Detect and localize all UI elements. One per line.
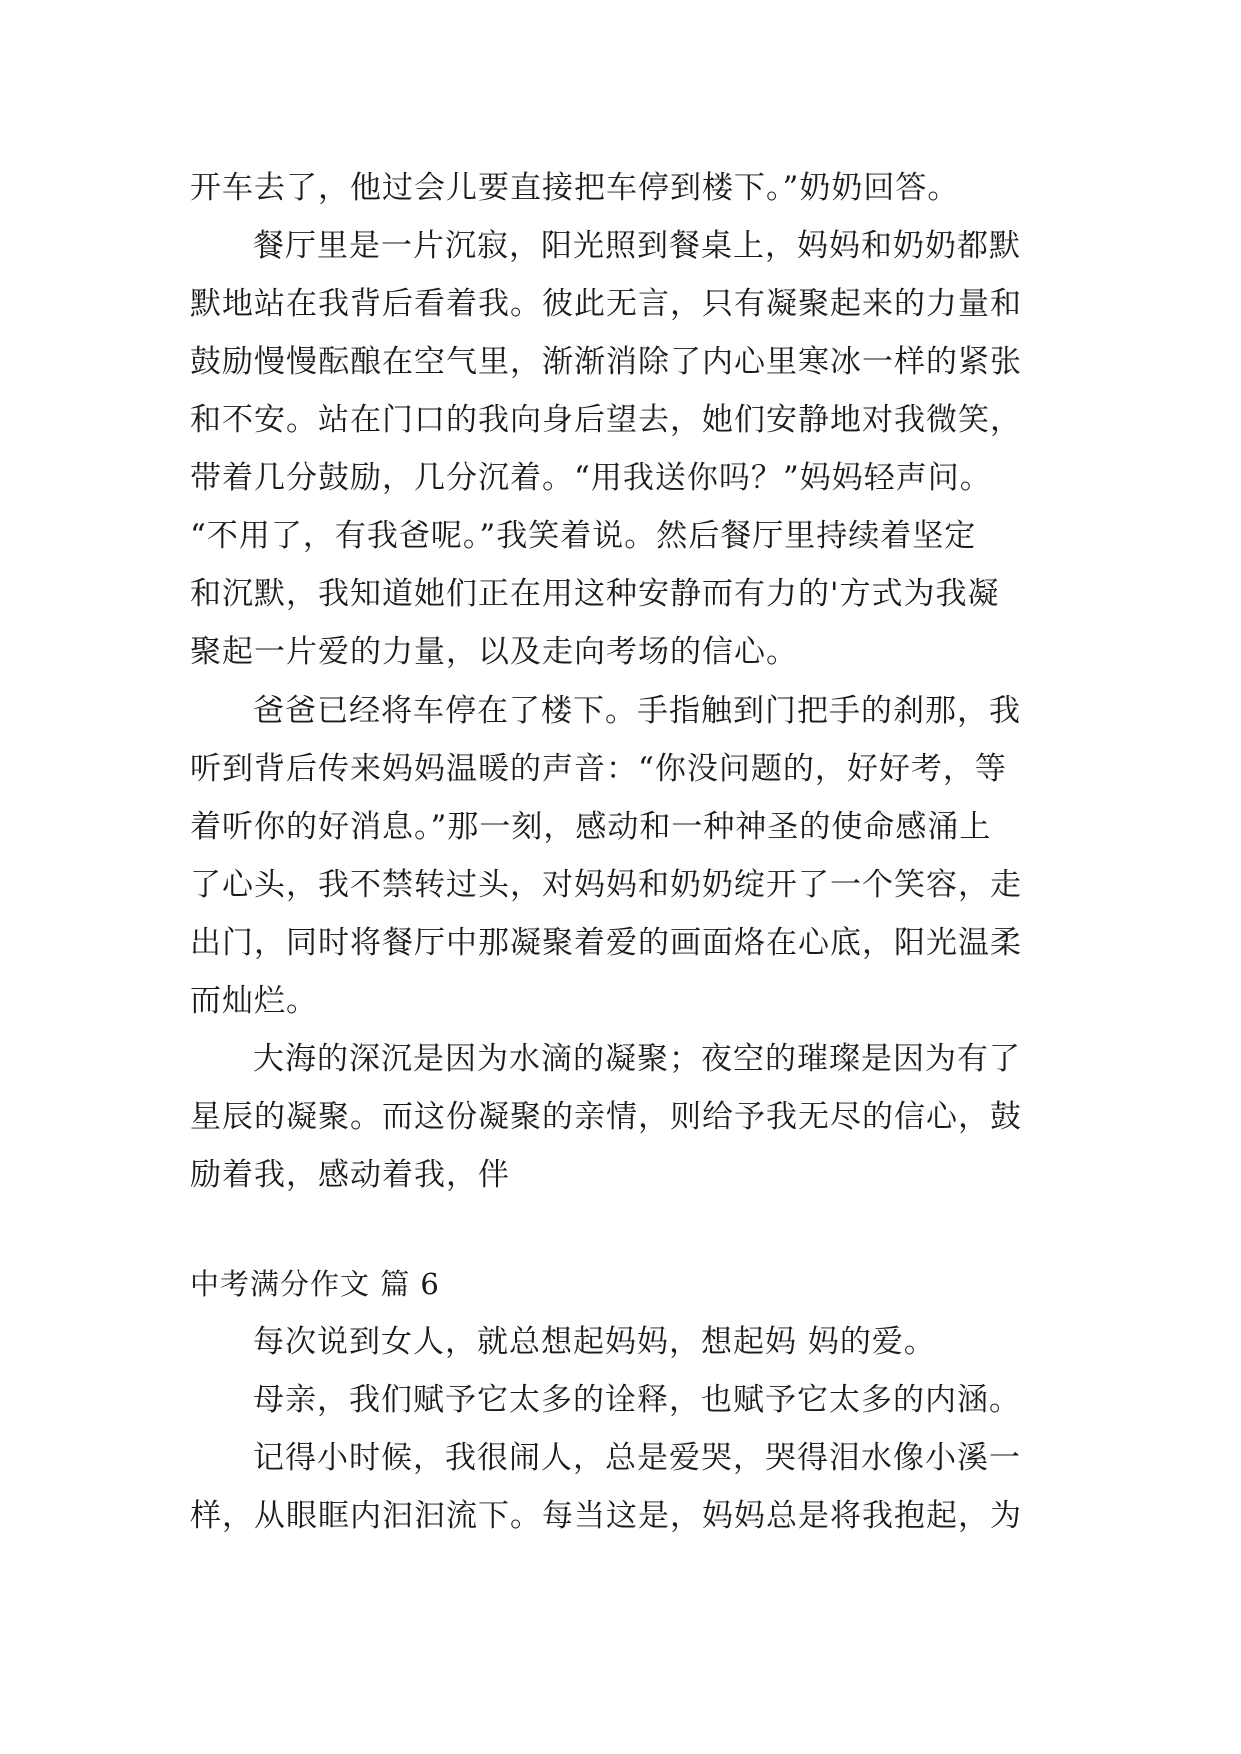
paragraph-start-line: 餐厅里是一片沉寂，阳光照到餐桌上，妈妈和奶奶都默 [253, 228, 1021, 264]
text-line: 而灿烂。 [190, 983, 318, 1019]
text-line: 出门，同时将餐厅中那凝聚着爱的画面烙在心底，阳光温柔 [190, 925, 1022, 961]
text-line: 和不安。站在门口的我向身后望去，她们安静地对我微笑， [190, 402, 1022, 438]
paragraph-start-line: 记得小时候，我很闹人，总是爱哭，哭得泪水像小溪一 [253, 1440, 1021, 1476]
paragraph-start-line: 大海的深沉是因为水滴的凝聚；夜空的璀璨是因为有了 [253, 1041, 1021, 1077]
text-line: “不用了，有我爸呢。”我笑着说。然后餐厅里持续着坚定 [190, 518, 977, 554]
text-line: 励着我，感动着我，伴 [190, 1157, 510, 1193]
text-line: 鼓励慢慢酝酿在空气里，渐渐消除了内心里寒冰一样的紧张 [190, 344, 1022, 380]
text-line: 默地站在我背后看着我。彼此无言，只有凝聚起来的力量和 [190, 286, 1022, 322]
text-line: 样，从眼眶内汩汩流下。每当这是，妈妈总是将我抱起，为 [190, 1498, 1022, 1534]
text-line: 聚起一片爱的力量，以及走向考场的信心。 [190, 634, 798, 670]
text-line: 着听你的好消息。”那一刻，感动和一种神圣的使命感涌上 [190, 809, 992, 845]
section-heading: 中考满分作文 篇 6 [190, 1267, 440, 1301]
text-line: 星辰的凝聚。而这份凝聚的亲情，则给予我无尽的信心，鼓 [190, 1099, 1022, 1135]
text-line: 带着几分鼓励，几分沉着。“用我送你吗？”妈妈轻声问。 [190, 460, 992, 496]
text-line: 开车去了，他过会儿要直接把车停到楼下。”奶奶回答。 [190, 170, 960, 206]
text-line: 和沉默，我知道她们正在用这种安静而有力的'方式为我凝 [190, 576, 1000, 612]
paragraph-start-line: 每次说到女人，就总想起妈妈，想起妈 妈的爱。 [253, 1324, 936, 1360]
paragraph-start-line: 母亲，我们赋予它太多的诠释，也赋予它太多的内涵。 [253, 1382, 1021, 1418]
text-line: 听到背后传来妈妈温暖的声音：“你没问题的，好好考，等 [190, 751, 1007, 787]
text-line: 了心头，我不禁转过头，对妈妈和奶奶绽开了一个笑容，走 [190, 867, 1022, 903]
paragraph-start-line: 爸爸已经将车停在了楼下。手指触到门把手的刹那，我 [253, 693, 1021, 729]
